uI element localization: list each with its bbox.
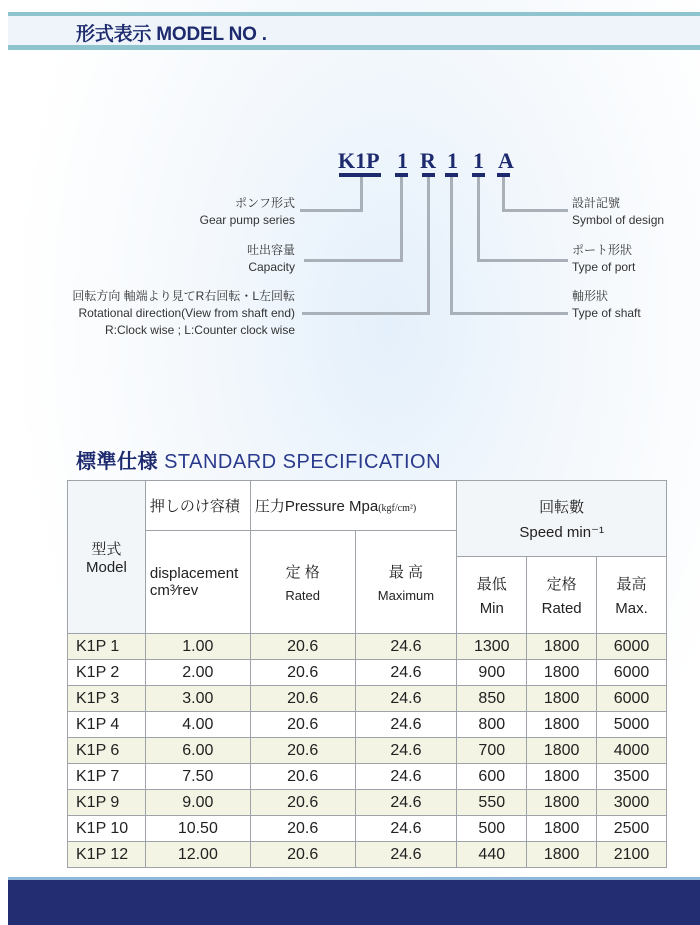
code-part-port: 1 [473,148,484,173]
connector-line [304,259,403,262]
header-displacement [145,531,250,634]
cell-displacement: 6.00 [145,738,250,764]
table-row [68,634,667,660]
header-pressure-max [355,531,457,634]
cell-model: K1P 6 [68,738,146,764]
connector-line [502,177,505,211]
cell-speed-min: 500 [457,816,527,842]
header-model-en: Model [86,559,127,576]
table-row [68,790,667,816]
code-part-series: K1P [338,148,380,173]
connector-line [450,312,568,315]
header-speed-en: Speed min⁻¹ [519,524,604,541]
cell-displacement: 3.00 [145,686,250,712]
label-rotation-en2: R:Clock wise ; L:Counter clock wise [104,323,295,337]
cell-pressure-rated: 20.6 [250,842,355,868]
cell-speed-rated: 1800 [527,816,597,842]
cell-speed-rated: 1800 [527,790,597,816]
header-speed [457,481,667,557]
header-displacement-en: displacement [149,565,239,582]
header-pressure-rated-en: Rated [285,588,321,603]
cell-displacement: 1.00 [145,634,250,660]
header-displacement-jp: 押しのけ容積 [145,481,250,531]
cell-model: K1P 4 [68,712,146,738]
cell-pressure-rated: 20.6 [250,816,355,842]
header-model [68,481,146,634]
cell-displacement: 10.50 [145,816,250,842]
cell-speed-rated: 1800 [527,686,597,712]
cell-speed-min: 900 [457,660,527,686]
label-shaft-en: Type of shaft [572,306,641,320]
header-pressure-max-en: Maximum [377,588,435,603]
connector-line [477,259,568,262]
connector-line [400,177,403,261]
spec-title-jp: 標準仕様 [76,451,158,473]
cell-speed-max: 2500 [597,816,667,842]
connector-line [302,312,430,315]
label-design-en: Symbol of design [572,213,665,227]
cell-displacement: 4.00 [145,712,250,738]
cell-displacement: 7.50 [145,764,250,790]
header-speed-min [457,557,527,634]
cell-speed-min: 550 [457,790,527,816]
footer-band [8,877,700,925]
cell-pressure-rated: 20.6 [250,686,355,712]
cell-speed-min: 1300 [457,634,527,660]
cell-speed-max: 6000 [597,660,667,686]
cell-speed-max: 2100 [597,842,667,868]
cell-speed-rated: 1800 [527,712,597,738]
cell-pressure-max: 24.6 [355,686,457,712]
header-speed-max-en: Max. [615,600,648,617]
cell-speed-max: 6000 [597,686,667,712]
cell-speed-min: 700 [457,738,527,764]
cell-speed-rated: 1800 [527,842,597,868]
cell-pressure-max: 24.6 [355,738,457,764]
cell-displacement: 9.00 [145,790,250,816]
code-part-rotation: R [420,148,436,173]
label-rotation-en: Rotational direction(View from shaft end) [78,306,295,320]
cell-speed-min: 440 [457,842,527,868]
header-speed-rated [527,557,597,634]
header-pressure-rated [250,531,355,634]
header-pressure [250,481,457,531]
table-row [68,842,667,868]
cell-pressure-max: 24.6 [355,712,457,738]
header-pressure-label: 圧力Pressure Mpa [254,498,379,515]
header-speed-min-en: Min [479,600,504,617]
label-series-en: Gear pump series [199,213,295,227]
cell-pressure-rated: 20.6 [250,738,355,764]
label-design-jp: 設計記號 [572,196,621,210]
code-part-capacity: 1 [397,148,408,173]
spec-title [76,445,441,474]
cell-speed-max: 4000 [597,738,667,764]
header-speed-rated-en: Rated [541,600,582,617]
header-speed-max [597,557,667,634]
page-title: 形式表示 MODEL NO . [76,24,267,45]
cell-model: K1P 1 [68,634,146,660]
label-capacity-en: Capacity [248,260,295,274]
cell-speed-rated: 1800 [527,634,597,660]
cell-pressure-rated: 20.6 [250,764,355,790]
header-speed-min-jp: 最低 [476,576,507,593]
cell-pressure-max: 24.6 [355,816,457,842]
cell-model: K1P 10 [68,816,146,842]
cell-pressure-max: 24.6 [355,764,457,790]
cell-model: K1P 7 [68,764,146,790]
spec-table [67,480,667,868]
cell-pressure-max: 24.6 [355,660,457,686]
cell-model: K1P 9 [68,790,146,816]
connector-line [300,209,363,212]
cell-speed-max: 3500 [597,764,667,790]
header-pressure-rated-jp: 定 格 [285,564,320,581]
label-capacity-jp: 吐出容量 [246,243,295,257]
cell-speed-min: 600 [457,764,527,790]
cell-model: K1P 2 [68,660,146,686]
cell-pressure-max: 24.6 [355,842,457,868]
table-row [68,660,667,686]
cell-pressure-max: 24.6 [355,790,457,816]
connector-line [450,177,453,314]
header-speed-jp: 回転數 [539,499,585,516]
table-row [68,712,667,738]
cell-displacement: 2.00 [145,660,250,686]
cell-pressure-rated: 20.6 [250,634,355,660]
header-speed-max-jp: 最高 [616,576,647,593]
connector-line [360,177,363,211]
cell-model: K1P 12 [68,842,146,868]
header-displacement-unit: cm³⁄rev [149,582,199,599]
cell-displacement: 12.00 [145,842,250,868]
connector-line [427,177,430,314]
cell-pressure-rated: 20.6 [250,712,355,738]
table-row [68,764,667,790]
cell-speed-rated: 1800 [527,764,597,790]
cell-pressure-rated: 20.6 [250,660,355,686]
cell-speed-rated: 1800 [527,660,597,686]
label-series-jp: ポンフ形式 [234,196,295,210]
cell-speed-max: 6000 [597,634,667,660]
cell-model: K1P 3 [68,686,146,712]
label-shaft-jp: 軸形狀 [572,289,609,303]
cell-speed-min: 850 [457,686,527,712]
table-row [68,686,667,712]
spec-title-en: STANDARD SPECIFICATION [164,451,442,473]
cell-speed-rated: 1800 [527,738,597,764]
label-rotation-jp: 回転方向 軸端より見てR右回転・L左回転 [72,289,295,303]
header-pressure-unit: (kgf/cm²) [378,503,417,514]
header-speed-rated-jp: 定格 [546,576,577,593]
cell-speed-max: 5000 [597,712,667,738]
header-model-jp: 型式 [91,541,122,558]
table-row [68,816,667,842]
label-port-en: Type of port [572,260,636,274]
cell-pressure-max: 24.6 [355,634,457,660]
cell-speed-min: 800 [457,712,527,738]
cell-speed-max: 3000 [597,790,667,816]
table-row [68,738,667,764]
header-pressure-max-jp: 最 高 [388,564,424,581]
connector-line [502,209,568,212]
code-part-shaft: 1 [447,148,458,173]
label-port-jp: ポート形狀 [572,243,633,257]
connector-line [477,177,480,261]
cell-pressure-rated: 20.6 [250,790,355,816]
code-part-design: A [498,148,514,173]
